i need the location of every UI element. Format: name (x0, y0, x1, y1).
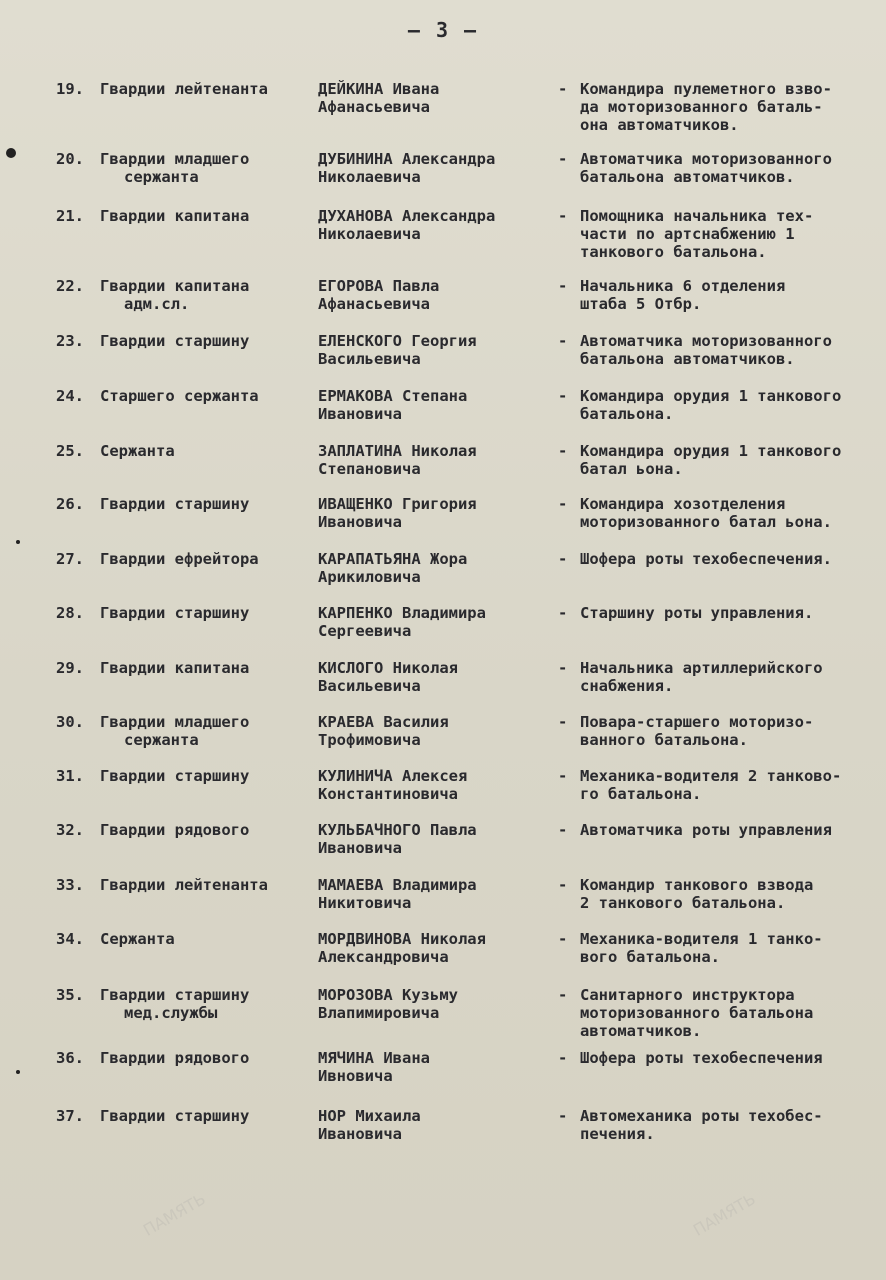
dash-marker: - (558, 80, 568, 98)
dash-marker: - (558, 604, 568, 622)
entry-name (318, 930, 558, 966)
entry-number: 21. (56, 207, 84, 225)
name-line: Константиновича (318, 785, 458, 803)
position-line: 2 танкового батальона. (580, 894, 786, 912)
dash-marker: - (558, 767, 568, 785)
entry-name (318, 442, 558, 478)
rank-line: Гвардии старшину (100, 986, 250, 1004)
position-line: го батальона. (580, 785, 702, 803)
name-line: Ивановича (318, 1125, 402, 1143)
position-line: вого батальона. (580, 948, 720, 966)
name-line: Степановича (318, 460, 421, 478)
rank-line: Гвардии лейтенанта (100, 80, 268, 98)
rank-line: Гвардии младшего (100, 713, 250, 731)
position-text (580, 495, 884, 531)
name-line: ДЕЙКИНА Ивана (318, 80, 440, 98)
name-line: КУЛИНИЧА Алексея (318, 767, 468, 785)
entry-rank (100, 930, 315, 948)
position-line: Автоматчика моторизованного (580, 332, 832, 350)
entry-rank (100, 550, 315, 568)
position-line: батал ьона. (580, 460, 683, 478)
dash-marker: - (558, 495, 568, 513)
position-line: батальона автоматчиков. (580, 168, 795, 186)
entry-rank (100, 1049, 315, 1067)
entry-name (318, 495, 558, 531)
dash-marker: - (558, 442, 568, 460)
rank-line: Гвардии старшину (100, 495, 250, 513)
name-line: МОРОЗОВА Кузьму (318, 986, 458, 1004)
position-line: Командира орудия 1 танкового (580, 442, 842, 460)
page-number: — 3 — (407, 18, 479, 42)
entry-number: 25. (56, 442, 84, 460)
position-line: Механика-водителя 1 танко- (580, 930, 823, 948)
watermark: ПАМЯТЬ (689, 1189, 759, 1240)
entry-name (318, 821, 558, 857)
rank-line: сержанта (124, 168, 199, 186)
entry-number: 32. (56, 821, 84, 839)
rank-line: Гвардии ефрейтора (100, 550, 259, 568)
rank-line: Сержанта (100, 442, 175, 460)
entry-name (318, 387, 558, 423)
entry-number: 37. (56, 1107, 84, 1125)
name-line: МЯЧИНА Ивана (318, 1049, 430, 1067)
position-text (580, 442, 884, 478)
name-line: ЗАПЛАТИНА Николая (318, 442, 477, 460)
dash-marker: - (558, 332, 568, 350)
position-line: Командира хозотделения (580, 495, 786, 513)
entry-number: 34. (56, 930, 84, 948)
entry-number: 36. (56, 1049, 84, 1067)
position-line: штаба 5 Отбр. (580, 295, 702, 313)
entry-rank (100, 277, 315, 313)
entry-rank (100, 604, 315, 622)
position-line: Шофера роты техобеспечения. (580, 550, 832, 568)
entry-name (318, 659, 558, 695)
dash-marker: - (558, 930, 568, 948)
position-line: Санитарного инструктора (580, 986, 795, 1004)
entry-number: 24. (56, 387, 84, 405)
position-text (580, 876, 884, 912)
position-text (580, 930, 884, 966)
entry-rank (100, 876, 315, 894)
position-line: она автоматчиков. (580, 116, 739, 134)
ink-blot (16, 1070, 20, 1074)
ink-blot (6, 148, 16, 158)
name-line: Никитовича (318, 894, 412, 912)
position-line: Командира орудия 1 танкового (580, 387, 842, 405)
position-text (580, 713, 884, 749)
name-line: Сергеевича (318, 622, 412, 640)
dash-marker: - (558, 277, 568, 295)
rank-line: Гвардии капитана (100, 659, 250, 677)
position-line: печения. (580, 1125, 655, 1143)
name-line: Ивновича (318, 1067, 393, 1085)
rank-line: Гвардии рядового (100, 1049, 250, 1067)
entry-rank (100, 207, 315, 225)
entry-name (318, 332, 558, 368)
name-line: Трофимовича (318, 731, 421, 749)
position-text (580, 1107, 884, 1143)
name-line: МАМАЕВА Владимира (318, 876, 477, 894)
position-line: моторизованного батал ьона. (580, 513, 832, 531)
position-text (580, 80, 884, 134)
rank-line: сержанта (124, 731, 199, 749)
position-text (580, 604, 884, 622)
rank-line: Гвардии рядового (100, 821, 250, 839)
entry-rank (100, 495, 315, 513)
entry-rank (100, 1107, 315, 1125)
dash-marker: - (558, 150, 568, 168)
position-line: Начальника артиллерийского (580, 659, 823, 677)
position-line: Старшину роты управления. (580, 604, 814, 622)
name-line: ЕЛЕНСКОГО Георгия (318, 332, 477, 350)
position-line: танкового батальона. (580, 243, 767, 261)
rank-line: Гвардии старшину (100, 332, 250, 350)
entry-rank (100, 821, 315, 839)
entry-name (318, 550, 558, 586)
position-line: Автоматчика роты управления (580, 821, 832, 839)
position-text (580, 767, 884, 803)
name-line: КАРПЕНКО Владимира (318, 604, 486, 622)
name-line: Александровича (318, 948, 449, 966)
entry-number: 22. (56, 277, 84, 295)
dash-marker: - (558, 387, 568, 405)
position-text (580, 332, 884, 368)
name-line: Николаевича (318, 225, 421, 243)
entry-rank (100, 332, 315, 350)
name-line: ДУБИНИНА Александра (318, 150, 496, 168)
entry-number: 23. (56, 332, 84, 350)
position-line: ванного батальона. (580, 731, 748, 749)
position-line: Командир танкового взвода (580, 876, 814, 894)
rank-line: Гвардии старшину (100, 1107, 250, 1125)
entry-name (318, 150, 558, 186)
entry-name (318, 1049, 558, 1085)
dash-marker: - (558, 821, 568, 839)
dash-marker: - (558, 1049, 568, 1067)
entry-name (318, 604, 558, 640)
position-line: Помощника начальника тех- (580, 207, 814, 225)
entry-rank (100, 986, 315, 1022)
position-text (580, 550, 884, 568)
dash-marker: - (558, 207, 568, 225)
entry-rank (100, 713, 315, 749)
position-line: автоматчиков. (580, 1022, 702, 1040)
name-line: Афанасьевича (318, 295, 430, 313)
name-line: МОРДВИНОВА Николая (318, 930, 486, 948)
name-line: КУЛЬБАЧНОГО Павла (318, 821, 477, 839)
entry-rank (100, 80, 315, 98)
entry-name (318, 80, 558, 116)
position-line: да моторизованного баталь- (580, 98, 823, 116)
entry-rank (100, 387, 315, 405)
name-line: Ивановича (318, 405, 402, 423)
name-line: Афанасьевича (318, 98, 430, 116)
dash-marker: - (558, 986, 568, 1004)
rank-line: Гвардии старшину (100, 767, 250, 785)
name-line: Ивановича (318, 839, 402, 857)
position-line: Начальника 6 отделения (580, 277, 786, 295)
entry-name (318, 207, 558, 243)
position-text (580, 150, 884, 186)
position-text (580, 659, 884, 695)
position-line: Механика-водителя 2 танково- (580, 767, 842, 785)
name-line: ДУХАНОВА Александра (318, 207, 496, 225)
rank-line: мед.службы (124, 1004, 218, 1022)
name-line: ЕРМАКОВА Степана (318, 387, 468, 405)
rank-line: Гвардии лейтенанта (100, 876, 268, 894)
entry-name (318, 986, 558, 1022)
name-line: КАРАПАТЬЯНА Жора (318, 550, 468, 568)
entry-number: 19. (56, 80, 84, 98)
position-text (580, 387, 884, 423)
position-line: Шофера роты техобеспечения (580, 1049, 823, 1067)
entry-name (318, 713, 558, 749)
dash-marker: - (558, 876, 568, 894)
entry-rank (100, 767, 315, 785)
entry-name (318, 876, 558, 912)
entry-name (318, 767, 558, 803)
entry-number: 35. (56, 986, 84, 1004)
rank-line: Старшего сержанта (100, 387, 259, 405)
dash-marker: - (558, 550, 568, 568)
name-line: Васильевича (318, 677, 421, 695)
entry-number: 27. (56, 550, 84, 568)
position-line: Автоматчика моторизованного (580, 150, 832, 168)
name-line: ЕГОРОВА Павла (318, 277, 440, 295)
position-line: батальона автоматчиков. (580, 350, 795, 368)
name-line: Влапимировича (318, 1004, 440, 1022)
entry-number: 29. (56, 659, 84, 677)
entry-number: 31. (56, 767, 84, 785)
name-line: ИВАЩЕНКО Григория (318, 495, 477, 513)
entry-rank (100, 659, 315, 677)
position-line: Повара-старшего моторизо- (580, 713, 814, 731)
position-text (580, 207, 884, 261)
rank-line: Гвардии младшего (100, 150, 250, 168)
entry-rank (100, 150, 315, 186)
entry-number: 26. (56, 495, 84, 513)
name-line: КИСЛОГО Николая (318, 659, 458, 677)
dash-marker: - (558, 1107, 568, 1125)
rank-line: адм.сл. (124, 295, 190, 313)
position-text (580, 986, 884, 1040)
watermark: ПАМЯТЬ (139, 1189, 209, 1240)
entry-number: 20. (56, 150, 84, 168)
name-line: КРАЕВА Василия (318, 713, 449, 731)
entry-number: 30. (56, 713, 84, 731)
position-text (580, 277, 884, 313)
name-line: Ивановича (318, 513, 402, 531)
position-line: батальона. (580, 405, 674, 423)
entry-name (318, 1107, 558, 1143)
rank-line: Сержанта (100, 930, 175, 948)
rank-line: Гвардии старшину (100, 604, 250, 622)
ink-blot (16, 540, 20, 544)
position-line: Командира пулеметного взво- (580, 80, 832, 98)
position-line: части по артснабжению 1 (580, 225, 795, 243)
entry-number: 28. (56, 604, 84, 622)
name-line: Васильевича (318, 350, 421, 368)
entry-rank (100, 442, 315, 460)
dash-marker: - (558, 713, 568, 731)
position-line: снабжения. (580, 677, 674, 695)
entry-number: 33. (56, 876, 84, 894)
position-text (580, 1049, 884, 1067)
position-line: Автомеханика роты техобес- (580, 1107, 823, 1125)
entry-name (318, 277, 558, 313)
dash-marker: - (558, 659, 568, 677)
name-line: НОР Михаила (318, 1107, 421, 1125)
name-line: Арикиловича (318, 568, 421, 586)
position-line: моторизованного батальона (580, 1004, 814, 1022)
position-text (580, 821, 884, 839)
rank-line: Гвардии капитана (100, 277, 250, 295)
name-line: Николаевича (318, 168, 421, 186)
rank-line: Гвардии капитана (100, 207, 250, 225)
